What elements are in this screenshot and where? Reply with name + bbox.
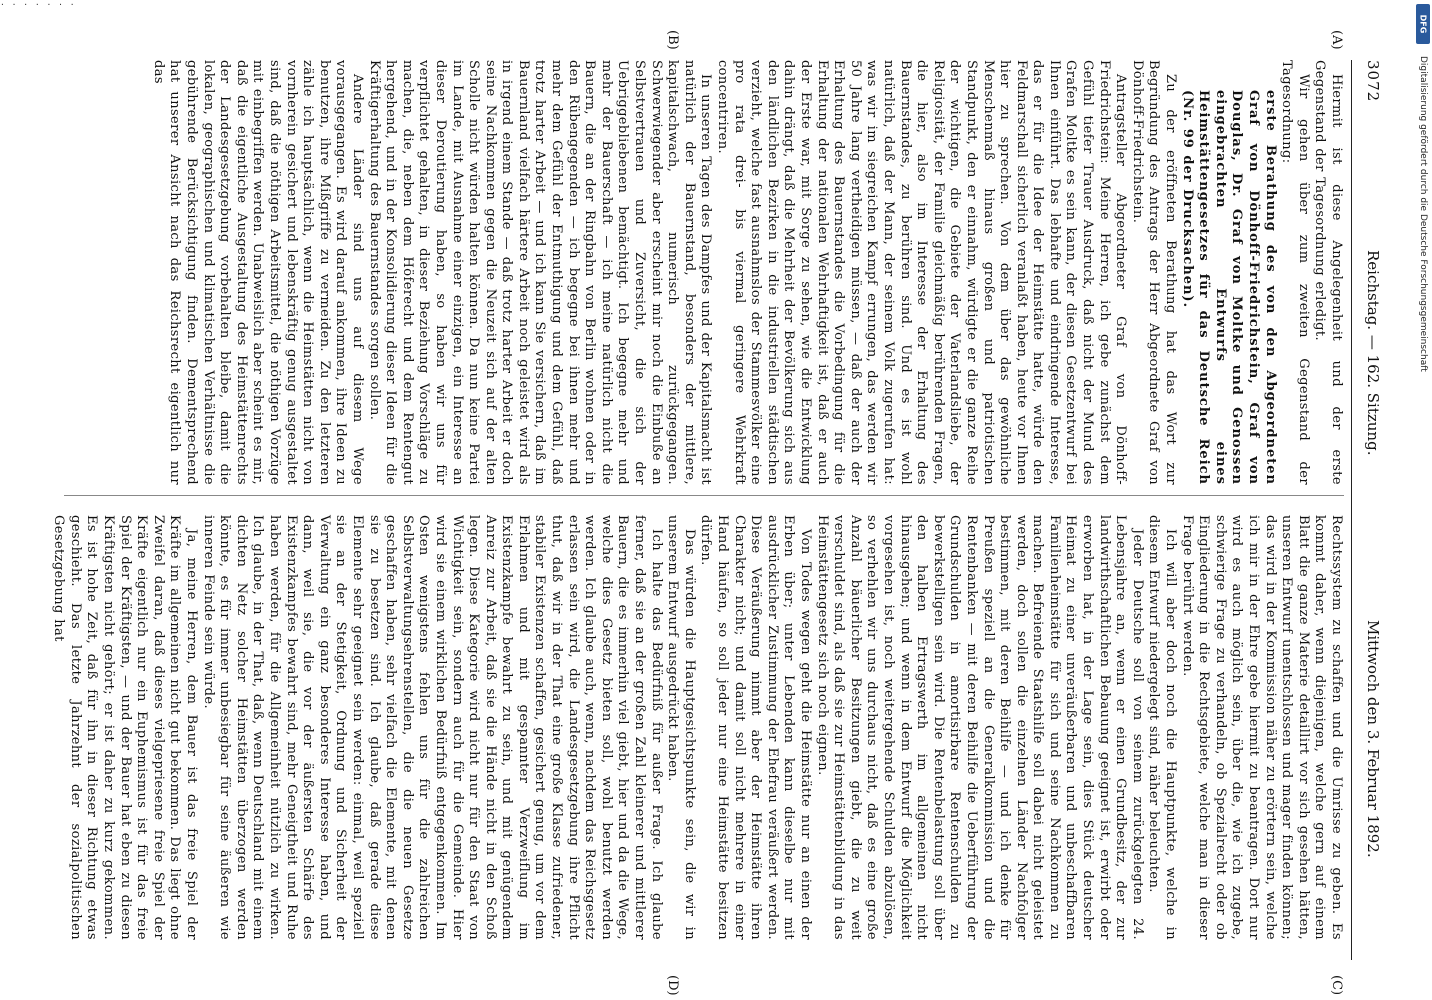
- paragraph: Hiermit ist diese Angelegenheit und der erste Gegenstand der Tagesordnung erledigt.: [1312, 60, 1344, 485]
- running-header: [1350, 60, 1390, 960]
- header-date: Mittwoch den 3. Februar 1892.: [1364, 620, 1382, 858]
- digitization-note: Digitalisierung gefördert durch die Deutsche Forschungsgemeinschaft: [1418, 56, 1428, 372]
- paragraph: Ich halte das Bedürfniß für außer Frage. Ich glaube ferner, daß sie an der großen Zahl kleinerer und mittlerer Bauern, die es immerhin viel giebt, hier und da die Wege, welche dies Gesetz bieten soll, wohl benutzt werden werden. Ich glaube auch, wenn, nachdem das Reichsgesetz erlassen sein wird, die Landesgesetzgebung ihre Pflicht thut, daß wir in der That eine große Klasse zufriedener, stabiler Existenzen schaffen, gesichert genug, um vor dem Erlahmen und mit gespannter Verzweiflung im Existenzkampfe bewahrt zu sein, und mit genügendem Anreiz zur Arbeit, daß sie die Hände nicht in den Schoß legen. Diese Kategorie wird nicht nur für den Staat von Wichtigkeit sein, sondern auch für die Gemeinde. Hier wird sie einem wirklichen Bedürfniß entgegenkommen. Im Osten wenigstens fehlen uns für die zahlreichen Selbstverwaltungsehrenstellen, die die neuen Gesetze geschaffen haben, sehr vielfach die Elemente, mit denen sie zu besetzen sind. Ich glaube, daß gerade diese Elemente sehr geeignet sein werden: einmal, weil speziell sie an der Stetigkeit, Ordnung und Sicherheit der Verwaltung ein ganz besonderes Interesse haben, und dann, weil sie, die vor der äußersten Schärfe des Existenzkampfes bewahrt sind, mehr Geneigtheit und Ruhe haben werden, für die Allgemeinheit nützlich zu wirken. Ich glaube, in der That, daß, wenn Deutschland mit einem dichten Netz solcher Heimstätten überzogen werden könnte, es für immer unbesiegbar für seine äußeren wie inneren Feinde sein würde.: [200, 515, 664, 940]
- right-column: [51, 515, 1344, 940]
- paragraph: Rechtssystem zu schaffen und die Umrisse zu geben. Es kommt daher, wenn diejenigen, welche gern auf einem Blatt die ganze Materie detaillirt vor sich gesehen hätten, unseren Entwurf unentschlossen und mager finden können; das wird in der Kommission näher zu erörtern sein, welche ich mir in der Ehre gebe hiermit zu beantragen. Dort nur wird es auch möglich sein, über die, wie ich zugebe, schwierige Frage zu verhandeln, ob Spezialrecht oder ob Eingliederung in die Rechtsgebiete, welche man in dieser Frage berührt werden.: [1179, 515, 1344, 940]
- paragraph: Zu der eröffneten Berathung hat das Wort zur Begründung des Antrags der Herr Abgeordnete Graf von Dönhoff-Friedrichstein.: [1129, 60, 1179, 485]
- paragraph: Das würden die Hauptgesichtspunkte sein, die wir in unserem Entwurf ausgedrückt haben.: [665, 515, 697, 940]
- dfg-logo-text: DFG: [1418, 14, 1428, 34]
- header-session: Reichstag. — 162. Sitzung.: [1364, 250, 1382, 456]
- margin-marker-a: (A): [1329, 30, 1344, 50]
- paragraph: In unseren Tagen des Dampfes und der Kapitalsmacht ist natürlich der Bauernstand, besonders der mittlere, kapitalschwach, numerisch zurückgegangen. Schwerwiegender aber erscheint mir noch die Einbuße an Selbstvertrauen und Zuversicht, die sich der Uebriggebliebenen bemächtigt. Ich begegne mehr und mehr der Bauerschaft — ich meine natürlich nicht die Bauern, die an der Ringbahn von Berlin wohnen oder in den Rübengegenden — ich begegne bei ihnen mehr und mehr dem Gefühl der Entmuthigung und dem Gefühl, daß trotz harter Arbeit — und ich kann Sie versichern, daß im Bauernland vielfach härtere Arbeit noch geleistet wird als in irgend einem Stande — daß trotz harter Arbeit er doch seine Nachkommen gegen die Neuzeit sich auf der alten Scholle nicht würden halten können. Da nun keine Partei im Lande, mit Ausnahme einer einzigen, ein Interesse an dieser Deroutierung haben, so haben wir uns für verpflichtet gehalten, in dieser Beziehung Vorschläge zu machen, die, neben dem Höferecht und dem Rentengut hergehend, und in der Konsolidierung dieser Ideen für die Kräftigerhaltung des Bauernstandes sorgen sollen.: [366, 60, 714, 485]
- paragraph: Ich will aber doch noch die Hauptpunkte, welche in diesem Entwurf niedergelegt sind, näher beleuchten.: [1146, 515, 1179, 940]
- margin-marker-d: (D): [665, 975, 680, 996]
- left-column: [64, 60, 1344, 485]
- paragraph: Jeder Deutsche soll von seinem zurückgelegten 24. Lebensjahre an, wenn er einen Grundbesitz, der zur landwirthschaftlichen Bebauung geeignet ist, erwirbt oder erworben hat, in der Lage sein, dies Stück deutscher Heimat zu einer unveräußerbaren und unbeschaffbaren Familienheimstätte für sich und seine Nachkommen zu machen. Befreiende Staatshilfe soll dabei nicht geleistet werden, doch sollen die einzelnen Länder Nachfolger bestimmen, mit deren Beihilfe — und ich denke für Preußen speziell an die Generalkommission und die Rentenbanken — mit deren Beihilfe die Ueberführung der Grundschulden in amortisirbare Rentenschulden zu bewerkstelligen sein wird. Die Rentenbelastung soll über den halben Ertragswerth im allgemeinen nicht hinausgehen; und wenn in dem Entwurf die Möglichkeit vorgesehen ist, noch weitergehende Schulden abzulösen, so verhehlen wir uns durchaus nicht, daß es eine große Anzahl bäuerlicher Besitzungen giebt, die zu weit verschuldet sind, als daß sie zur Heimstättenbildung in das Heimstättengesetz sich noch eignen.: [814, 515, 1145, 940]
- column-divider: [64, 495, 1344, 496]
- top-edge-marks: · · · · · · ·: [0, 0, 76, 9]
- dfg-logo: [1416, 4, 1430, 44]
- paragraph: Von Todes wegen geht die Heimstätte nur an einen der Erben über; unter Lebenden kann dieselbe nur mit ausdrücklicher Zustimmung der Ehefrau veräußert werden. Diese Veräußerung nimmt aber der Heimstätte ihren Charakter nicht; und damit soll nicht mehrere in einer Hand häufen, so soll jeder nur eine Heimstätte besitzen dürfen.: [698, 515, 813, 940]
- margin-marker-c: (C): [1329, 975, 1344, 996]
- agenda-item-heading: erste Berathung des von den Abgeordneten Graf von Dönhoff-Friedrichstein, Graf von Douglas, Dr. Graf von Moltke und Genossen eingebrachten Entwurfs eines Heimstättengesetzes für das Deutsche Reich (Nr. 99 der Drucksachen).: [1179, 90, 1278, 485]
- digitization-note-strip: [1418, 56, 1428, 986]
- paragraph: Ja, meine Herren, dem Bauer ist das freie Spiel der Kräfte im allgemeinen nicht gut bekommen. Das liegt ohne Zweifel daran, daß dieses vielgepriesene freie Spiel der Kräfte eigentlich nur ein Euphemismus ist für das freie Spiel der Kräftigsten, — und der Bauer hat eben zu diesen Kräftigsten nicht gehört; er ist daher zu kurz gekommen. Es ist hohe Zeit, daß für ihn in dieser Richtung etwas geschieht. Das letzte Jahrzehnt der sozialpolitischen Gesetzgebung hat: [51, 515, 200, 940]
- paragraph: Wir gehen über zum zweiten Gegenstand der Tagesordnung:: [1279, 60, 1311, 485]
- rotated-page: [40, 0, 1400, 1000]
- margin-marker-b: (B): [665, 30, 680, 50]
- header-rule: [1351, 60, 1352, 960]
- speech-paragraph: Antragsteller Abgeordneter Graf von Dönhoff-Friedrichstein: Meine Herren, ich gebe zunächst dem Gefühl tiefer Trauer Ausdruck, daß nicht der Mund des Grafen Moltke es sein kann, der diesen Gesetzentwurf bei Ihnen einführt. Das lebhafte und eindringende Interesse, das er für die Idee der Heimstätte hatte, würde den Feldmarschall sicherlich veranlaßt haben, heute vor Ihnen hier zu sprechen. Von dem über das gewöhnliche Menschenmaß hinaus großen und patriotischen Standpunkt, den er einnahm, würdigte er die ganze Reihe der wichtigen, die Gebiete der Vaterlandsliebe, der Religiosität, der Familie gleichmäßig berührenden Fragen, die hier, also im Interesse der Erhaltung des Bauernstandes, zu berühren sind. Und es ist wohl natürlich, daß der Mann, der seinem Volk zugerufen hat: was wir im siegreichen Kampf errungen, das werden wir 50 Jahre lang vertheidigen müssen, — daß der auch der Erhaltung des Bauernstandes die Vorbedingung für die Erhaltung der nationalen Wehrhaftigkeit ist, daß er auch der Erste war, mit Sorge zu sehen, wie die Entwicklung dahin drängt, daß die Mehrheit der Bevölkerung sich aus den ländlichen Bezirken in die industriellen städtischen verzieht, welche fast ausnahmslos der Stammesvölker eine pro rata drei- bis viermal geringere Wehrkraft concentriren.: [715, 60, 1129, 485]
- page-number: 3072: [1364, 60, 1382, 103]
- paragraph: Andere Länder sind uns auf diesem Wege vorausgegangen. Es wird darauf ankommen, ihre Ideen zu benutzen, ihre Mißgriffe zu vermeiden. Zu den letzteren zähle ich hauptsächlich, wenn die Heimstätten nicht von vornherein gesichert und lebenskräftig genug ausgestaltet sind, daß die nöthigen Arbeitsmittel, die nöthigen Vorzüge mit einbegriffen werden. Unabweislich aber scheint es mir, daß die eigentliche Ausgestaltung des Heimstättenrechts der Landesgesetzgebung vorbehalten bleibe, damit die lokalen, geographischen und klimatischen Verhältnisse die gebührende Berücksichtigung finden. Dementsprechend hat unserer Ansicht nach das Reichsrecht eigentlich nur das: [150, 60, 365, 485]
